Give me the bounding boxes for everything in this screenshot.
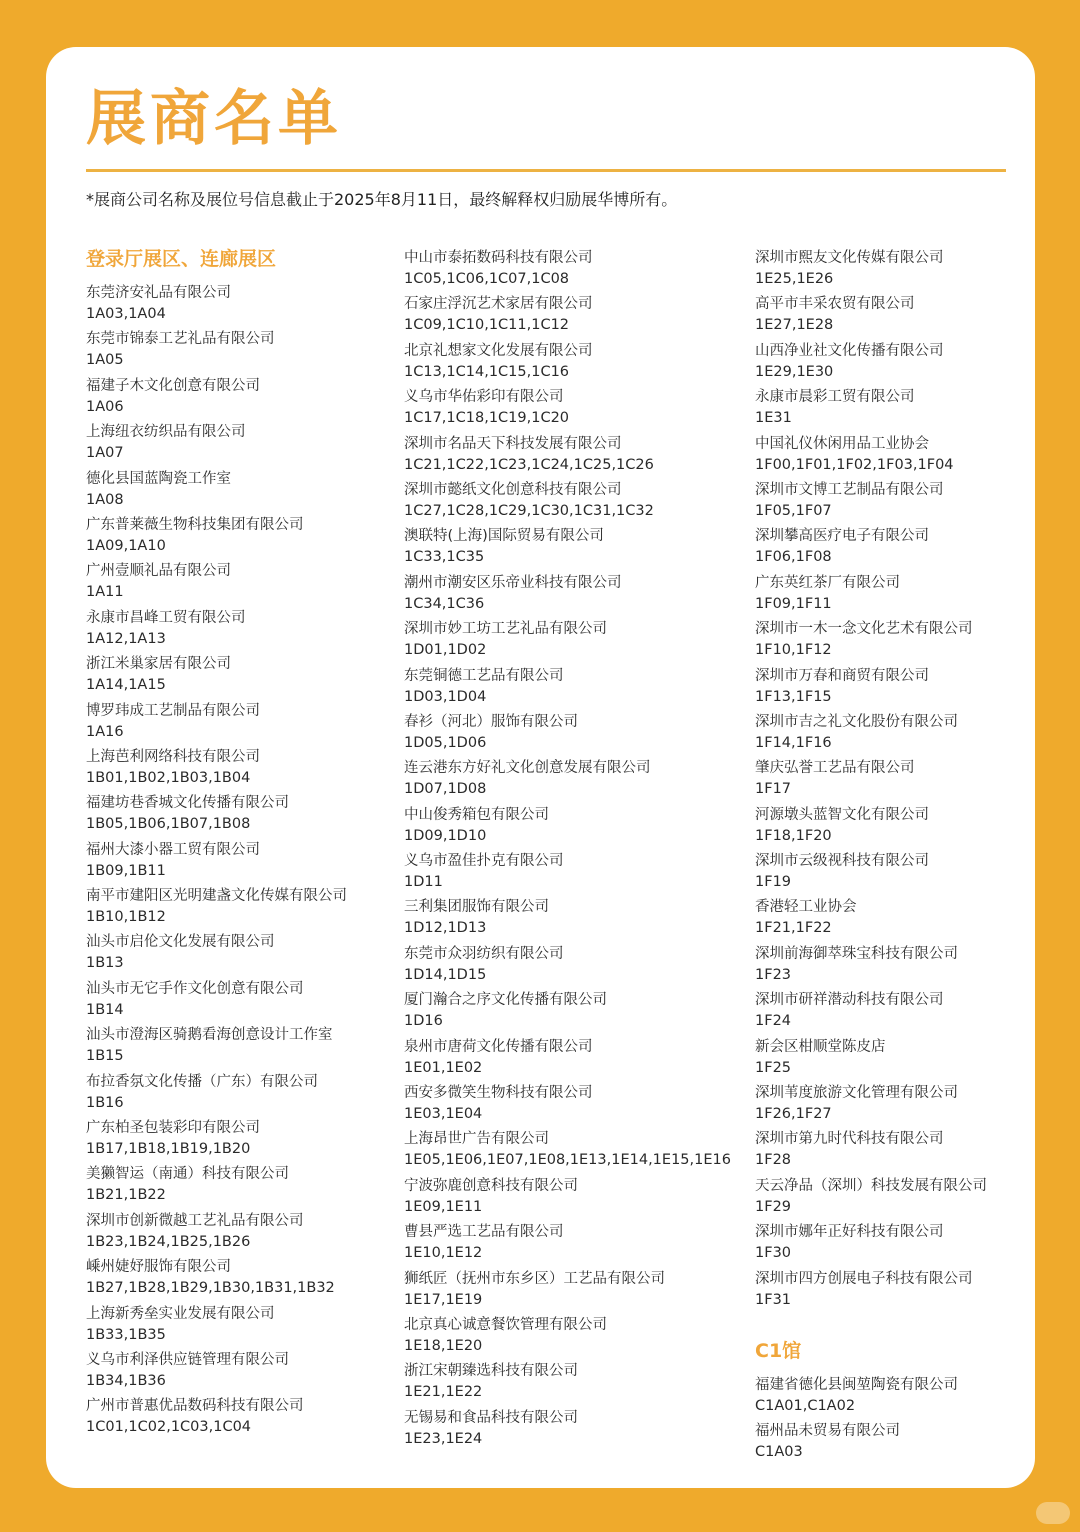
exhibitor-booth: 1B15 [86,1048,124,1065]
exhibitor-company: 中山市泰拓数码科技有限公司 [404,250,593,266]
exhibitor-company: 狮纸匠（抚州市东乡区）工艺品有限公司 [404,1270,665,1287]
exhibitor-booth: 1E10,1E12 [404,1245,483,1262]
exhibitor-entry [755,294,1025,340]
exhibitor-booth: 1F26,1F27 [755,1106,832,1123]
exhibitor-booth: 1C13,1C14,1C15,1C16 [404,363,570,380]
exhibitor-entry [404,1129,744,1175]
exhibitor-entry [755,990,1025,1036]
exhibitor-entry [755,619,1025,665]
exhibitor-company: 潮州市潮安区乐帝业科技有限公司 [404,574,622,591]
exhibitor-entry [86,793,386,839]
exhibitor-entry [755,758,1025,804]
exhibitor-company: 新会区柑顺堂陈皮店 [755,1038,886,1055]
exhibitor-company: 深圳市吉之礼文化股份有限公司 [755,713,958,730]
exhibitor-company: 汕头市无它手作文化创意有限公司 [86,980,304,997]
exhibitor-booth: 1A14,1A15 [86,677,166,694]
exhibitor-entry [755,434,1025,480]
exhibitor-entry [86,376,386,422]
exhibitor-company: 春衫（河北）服饰有限公司 [404,713,578,730]
exhibitor-entry [86,469,386,515]
column-3 [755,248,1025,1468]
exhibitor-booth: 1D09,1D10 [404,827,487,844]
exhibitor-booth: C1A01,C1A02 [755,1397,856,1414]
exhibitor-booth: 1B05,1B06,1B07,1B08 [86,816,251,833]
exhibitor-entry [755,666,1025,712]
exhibitor-company: 厦门瀚合之序文化传播有限公司 [404,992,607,1009]
section-title-lobby: 登录厅展区、连廊展区 [86,248,277,270]
exhibitor-booth: 1B34,1B36 [86,1372,166,1389]
exhibitor-booth: 1B23,1B24,1B25,1B26 [86,1233,251,1250]
exhibitor-company: 深圳市名品天下科技发展有限公司 [404,435,622,452]
exhibitor-company: 深圳市云级视科技有限公司 [755,853,929,870]
exhibitor-entry [86,979,386,1025]
exhibitor-entry [86,840,386,886]
exhibitor-booth: 1B16 [86,1094,124,1111]
exhibitor-entry [404,990,744,1036]
exhibitor-entry [755,1176,1025,1222]
exhibitor-entry [86,654,386,700]
exhibitor-entry [755,897,1025,943]
exhibitor-booth: 1E17,1E19 [404,1291,483,1308]
exhibitor-company: 东莞市众羽纺织有限公司 [404,945,564,962]
exhibitor-booth: 1A05 [86,352,124,369]
exhibitor-entry [86,1396,386,1442]
exhibitor-booth: 1F10,1F12 [755,642,832,659]
exhibitor-company: 高平市丰采农贸有限公司 [755,296,915,313]
exhibitor-company: 福建省德化县闽堃陶瓷有限公司 [755,1376,958,1393]
exhibitor-entry [755,1083,1025,1129]
title-divider [86,169,1006,172]
exhibitor-entry [404,897,744,943]
exhibitor-booth: 1D16 [404,1013,443,1030]
exhibitor-booth: 1C33,1C35 [404,549,485,566]
exhibitor-entry [404,1083,744,1129]
exhibitor-booth: 1D14,1D15 [404,966,487,983]
exhibitor-entry [86,701,386,747]
exhibitor-entry [404,248,744,294]
exhibitor-company: 深圳市文博工艺制品有限公司 [755,481,944,498]
exhibitor-entry [86,1350,386,1396]
exhibitor-booth: 1A06 [86,398,124,415]
exhibitor-entry [404,341,744,387]
exhibitor-booth: 1A07 [86,445,124,462]
exhibitor-company: 上海昂世广告有限公司 [404,1131,549,1148]
exhibitor-entry [404,294,744,340]
exhibitor-entry [755,851,1025,897]
exhibitor-company: 义乌市利泽供应链管理有限公司 [86,1351,289,1368]
exhibitor-booth: 1E18,1E20 [404,1337,483,1354]
exhibitor-company: 深圳市妙工坊工艺礼品有限公司 [404,621,607,638]
exhibitor-entry [86,1164,386,1210]
exhibitor-company: 东莞铜德工艺品有限公司 [404,667,564,684]
exhibitor-entry [404,851,744,897]
exhibitor-company: 浙江宋朝臻选科技有限公司 [404,1363,578,1380]
exhibitor-entry [86,515,386,561]
exhibitor-booth: 1F19 [755,874,792,891]
exhibitor-company: 美獭智运（南通）科技有限公司 [86,1166,289,1183]
exhibitor-entry [755,248,1025,294]
exhibitor-company: 福州品未贸易有限公司 [755,1423,900,1440]
exhibitor-company: 上海纽衣纺织品有限公司 [86,424,246,441]
exhibitor-entry [86,1072,386,1118]
exhibitor-entry [755,573,1025,619]
exhibitor-company: 深圳市第九时代科技有限公司 [755,1131,944,1148]
exhibitor-booth: 1F21,1F22 [755,920,832,937]
exhibitor-entry [404,480,744,526]
exhibitor-company: 广东英红茶厂有限公司 [755,574,900,591]
exhibitor-company: 永康市昌峰工贸有限公司 [86,609,246,626]
exhibitor-company: 福建子木文化创意有限公司 [86,377,260,394]
exhibitor-booth: 1F18,1F20 [755,827,832,844]
exhibitor-booth: 1E21,1E22 [404,1384,483,1401]
exhibitor-entry [755,1222,1025,1268]
exhibitor-company: 永康市晨彩工贸有限公司 [755,389,915,406]
exhibitor-company: 中国礼仪休闲用品工业协会 [755,435,929,452]
exhibitor-entry [86,608,386,654]
exhibitor-booth: 1E23,1E24 [404,1430,483,1447]
exhibitor-company: 福州大漆小器工贸有限公司 [86,841,260,858]
exhibitor-company: 西安多微笑生物科技有限公司 [404,1085,593,1102]
section-title-c1: C1馆 [755,1339,802,1362]
exhibitor-entry [404,1037,744,1083]
exhibitor-entry [404,1361,744,1407]
exhibitor-company: 三利集团服饰有限公司 [404,899,549,916]
exhibitor-entry [86,1304,386,1350]
exhibitor-company: 深圳市懿纸文化创意科技有限公司 [404,481,622,498]
exhibitor-booth: 1A12,1A13 [86,630,166,647]
exhibitor-entry [755,944,1025,990]
exhibitor-entry [404,666,744,712]
exhibitor-entry [404,1222,744,1268]
exhibitor-booth: 1F25 [755,1059,792,1076]
exhibitor-company: 深圳苇度旅游文化管理有限公司 [755,1085,958,1102]
exhibitor-company: 汕头市澄海区骑鹅看海创意设计工作室 [86,1027,333,1044]
exhibitor-booth: 1D01,1D02 [404,642,487,659]
exhibitor-company: 深圳市创新微越工艺礼品有限公司 [86,1212,304,1229]
exhibitor-booth: 1B14 [86,1001,124,1018]
exhibitor-company: 义乌市华佑彩印有限公司 [404,389,564,406]
exhibitor-booth: 1C21,1C22,1C23,1C24,1C25,1C26 [404,456,654,473]
exhibitor-list [86,283,386,1443]
exhibitor-booth: 1B27,1B28,1B29,1B30,1B31,1B32 [86,1280,335,1297]
exhibitor-company: 曹县严选工艺品有限公司 [404,1224,564,1241]
exhibitor-company: 广东普莱薇生物科技集团有限公司 [86,516,304,533]
exhibitor-company: 浙江米巢家居有限公司 [86,656,231,673]
exhibitor-company: 香港轻工业协会 [755,899,857,916]
exhibitor-entry [404,758,744,804]
exhibitor-booth: 1F17 [755,781,792,798]
exhibitor-company: 肇庆弘誉工艺品有限公司 [755,760,915,777]
exhibitor-booth: 1C17,1C18,1C19,1C20 [404,410,570,427]
exhibitor-entry [404,526,744,572]
exhibitor-booth: 1F24 [755,1013,792,1030]
exhibitor-company: 南平市建阳区光明建盏文化传媒有限公司 [86,888,347,905]
exhibitor-booth: 1F29 [755,1198,792,1215]
exhibitor-entry [86,1025,386,1071]
exhibitor-list [755,248,1025,1315]
exhibitor-company: 无锡易和食品科技有限公司 [404,1409,578,1426]
exhibitor-booth: 1F23 [755,966,792,983]
exhibitor-company: 深圳市熙友文化传媒有限公司 [755,250,944,266]
exhibitor-company: 深圳市研祥潜动科技有限公司 [755,992,944,1009]
exhibitor-entry [755,805,1025,851]
exhibitor-booth: 1C05,1C06,1C07,1C08 [404,271,570,287]
exhibitor-booth: 1B17,1B18,1B19,1B20 [86,1141,251,1158]
exhibitor-booth: 1A09,1A10 [86,537,166,554]
exhibitor-company: 北京礼想家文化发展有限公司 [404,342,593,359]
exhibitor-booth: 1D11 [404,874,443,891]
watermark-badge [1036,1502,1070,1524]
exhibitor-booth: 1B09,1B11 [86,862,166,879]
exhibitor-entry [86,1118,386,1164]
exhibitor-company: 深圳市一木一念文化艺术有限公司 [755,621,973,638]
exhibitor-entry [755,1375,1025,1421]
exhibitor-booth: 1A11 [86,584,124,601]
exhibitor-entry [755,1129,1025,1175]
exhibitor-booth: 1D03,1D04 [404,688,487,705]
exhibitor-company: 德化县国蓝陶瓷工作室 [86,470,231,487]
exhibitor-entry [404,619,744,665]
exhibitor-company: 河源墩头蓝智文化有限公司 [755,806,929,823]
exhibitor-entry [86,886,386,932]
exhibitor-booth: 1D12,1D13 [404,920,487,937]
exhibitor-booth: 1B21,1B22 [86,1187,166,1204]
exhibitor-company: 广州壹顺礼品有限公司 [86,563,231,580]
exhibitor-entry [755,387,1025,433]
exhibitor-company: 连云港东方好礼文化创意发展有限公司 [404,760,651,777]
exhibitor-booth: 1C09,1C10,1C11,1C12 [404,317,570,334]
exhibitor-booth: 1F06,1F08 [755,549,832,566]
exhibitor-booth: 1F00,1F01,1F02,1F03,1F04 [755,456,954,473]
exhibitor-booth: 1F09,1F11 [755,595,832,612]
exhibitor-company: 东莞济安礼品有限公司 [86,285,231,301]
exhibitor-booth: 1F30 [755,1245,792,1262]
exhibitor-booth: 1E25,1E26 [755,271,834,287]
exhibitor-booth: 1D07,1D08 [404,781,487,798]
exhibitor-entry [404,1408,744,1454]
exhibitor-entry [86,283,386,329]
exhibitor-company: 深圳攀高医疗电子有限公司 [755,528,929,545]
disclaimer-note: *展商公司名称及展位号信息截止于2025年8月11日，最终解释权归励展华博所有。 [86,190,678,209]
column-1 [86,245,386,1443]
exhibitor-entry [86,1257,386,1303]
exhibitor-company: 深圳市四方创展电子科技有限公司 [755,1270,973,1287]
page-title: 展商名单 [86,84,342,154]
exhibitor-entry [86,422,386,468]
exhibitor-entry [404,712,744,758]
exhibitor-company: 广州市普惠优品数码科技有限公司 [86,1398,304,1415]
exhibitor-entry [404,944,744,990]
exhibitor-entry [755,480,1025,526]
exhibitor-company: 汕头市启伦文化发展有限公司 [86,934,275,951]
exhibitor-company: 北京真心诚意餐饮管理有限公司 [404,1316,607,1333]
exhibitor-booth: C1A03 [755,1444,803,1461]
exhibitor-company: 福建坊巷香城文化传播有限公司 [86,795,289,812]
exhibitor-entry [404,387,744,433]
exhibitor-booth: 1B33,1B35 [86,1326,166,1343]
exhibitor-company: 上海新秀垒实业发展有限公司 [86,1305,275,1322]
exhibitor-entry [86,1211,386,1257]
exhibitor-entry [755,712,1025,758]
content-card [46,47,1035,1488]
exhibitor-booth: 1E31 [755,410,792,427]
exhibitor-entry [755,341,1025,387]
exhibitor-company: 深圳前海御萃珠宝科技有限公司 [755,945,958,962]
exhibitor-booth: 1C01,1C02,1C03,1C04 [86,1419,252,1436]
exhibitor-booth: 1C34,1C36 [404,595,485,612]
exhibitor-booth: 1B13 [86,955,124,972]
exhibitor-booth: 1F05,1F07 [755,502,832,519]
exhibitor-booth: 1E01,1E02 [404,1059,483,1076]
exhibitor-company: 上海芭利网络科技有限公司 [86,748,260,765]
exhibitor-booth: 1A16 [86,723,124,740]
exhibitor-booth: 1B10,1B12 [86,909,166,926]
exhibitor-entry [86,329,386,375]
exhibitor-booth: 1E27,1E28 [755,317,834,334]
exhibitor-entry [404,1176,744,1222]
exhibitor-company: 东莞市锦泰工艺礼品有限公司 [86,331,275,348]
exhibitor-booth: 1F14,1F16 [755,734,832,751]
exhibitor-booth: 1F31 [755,1291,792,1308]
exhibitor-company: 宁波弥鹿创意科技有限公司 [404,1177,578,1194]
exhibitor-company: 义乌市盈佳扑克有限公司 [404,853,564,870]
exhibitor-booth: 1F28 [755,1152,792,1169]
exhibitor-entry [86,747,386,793]
exhibitor-company: 深圳市娜年正好科技有限公司 [755,1224,944,1241]
exhibitor-company: 博罗玮成工艺制品有限公司 [86,702,260,719]
exhibitor-company: 中山俊秀箱包有限公司 [404,806,549,823]
exhibitor-entry [404,805,744,851]
exhibitor-entry [755,1421,1025,1467]
exhibitor-company: 澳联特(上海)国际贸易有限公司 [404,528,604,545]
exhibitor-company: 泉州市唐荷文化传播有限公司 [404,1038,593,1055]
exhibitor-entry [86,932,386,978]
exhibitor-company: 布拉香氛文化传播（广东）有限公司 [86,1073,318,1090]
exhibitor-entry [404,434,744,480]
column-2 [404,248,744,1454]
exhibitor-entry [86,561,386,607]
exhibitor-booth: 1C27,1C28,1C29,1C30,1C31,1C32 [404,502,654,519]
exhibitor-booth: 1B01,1B02,1B03,1B04 [86,769,251,786]
exhibitor-booth: 1E29,1E30 [755,363,834,380]
exhibitor-list-c1 [755,1375,1025,1468]
exhibitor-entry [404,573,744,619]
exhibitor-company: 天云净品（深圳）科技发展有限公司 [755,1177,987,1194]
exhibitor-entry [755,1269,1025,1315]
exhibitor-booth: 1E03,1E04 [404,1106,483,1123]
exhibitor-list [404,248,744,1454]
exhibitor-booth: 1F13,1F15 [755,688,832,705]
exhibitor-company: 深圳市万春和商贸有限公司 [755,667,929,684]
exhibitor-company: 广东柏圣包装彩印有限公司 [86,1120,260,1137]
exhibitor-booth: 1A08 [86,491,124,508]
exhibitor-entry [404,1315,744,1361]
exhibitor-entry [755,1037,1025,1083]
exhibitor-booth: 1E09,1E11 [404,1198,483,1215]
exhibitor-booth: 1E05,1E06,1E07,1E08,1E13,1E14,1E15,1E16 [404,1152,731,1169]
exhibitor-entry [755,526,1025,572]
exhibitor-company: 山西净业社文化传播有限公司 [755,342,944,359]
exhibitor-company: 石家庄浮沉艺术家居有限公司 [404,296,593,313]
exhibitor-entry [404,1269,744,1315]
exhibitor-company: 嵊州婕妤服饰有限公司 [86,1259,231,1276]
exhibitor-booth: 1A03,1A04 [86,306,166,322]
exhibitor-booth: 1D05,1D06 [404,734,487,751]
